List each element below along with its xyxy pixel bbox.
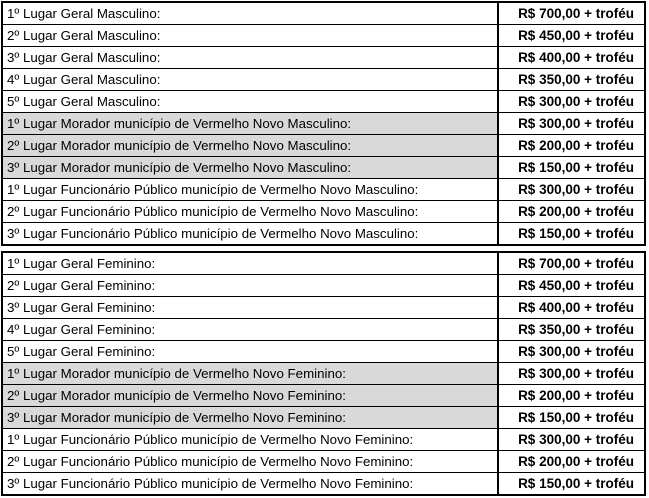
table-row	[3, 113, 644, 135]
table-row	[3, 223, 644, 245]
placement-label: 1º Lugar Geral Masculino:	[3, 3, 499, 24]
table-row	[3, 157, 644, 179]
placement-label: 3º Lugar Funcionário Público município de Vermelho Novo Feminino:	[3, 473, 499, 495]
table-row	[3, 3, 644, 25]
prize-value: R$ 350,00 + troféu	[518, 72, 634, 87]
table-row	[3, 253, 644, 275]
prize-value: R$ 700,00 + troféu	[518, 256, 634, 271]
prize-table-masculino	[1, 1, 646, 246]
prize-value: R$ 400,00 + troféu	[518, 300, 634, 315]
prize-value: R$ 300,00 + troféu	[518, 344, 634, 359]
table-row	[3, 275, 644, 297]
placement-label: 3º Lugar Geral Feminino:	[3, 297, 499, 318]
table-row	[3, 297, 644, 319]
prize-value: R$ 200,00 + troféu	[518, 204, 634, 219]
prize-value: R$ 300,00 + troféu	[518, 432, 634, 447]
prize-value: R$ 300,00 + troféu	[518, 366, 634, 381]
placement-label: 1º Lugar Funcionário Público município de Vermelho Novo Masculino:	[3, 179, 499, 200]
prize-table-feminino	[1, 251, 646, 496]
prize-value: R$ 300,00 + troféu	[518, 116, 634, 131]
table-row	[3, 473, 644, 495]
placement-label: 3º Lugar Geral Masculino:	[3, 47, 499, 68]
placement-label: 2º Lugar Geral Feminino:	[3, 275, 499, 296]
table-row	[3, 451, 644, 473]
table-row	[3, 91, 644, 113]
table-row	[3, 385, 644, 407]
table-row	[3, 69, 644, 91]
placement-label: 4º Lugar Geral Masculino:	[3, 69, 499, 90]
placement-label: 1º Lugar Funcionário Público município de Vermelho Novo Feminino:	[3, 429, 499, 450]
prize-value: R$ 200,00 + troféu	[518, 138, 634, 153]
table-row	[3, 341, 644, 363]
placement-label: 2º Lugar Morador município de Vermelho Novo Feminino:	[3, 385, 499, 406]
table-row	[3, 179, 644, 201]
placement-label: 3º Lugar Morador município de Vermelho Novo Masculino:	[3, 157, 499, 178]
prize-value: R$ 350,00 + troféu	[518, 322, 634, 337]
table-row	[3, 319, 644, 341]
placement-label: 2º Lugar Funcionário Público município de Vermelho Novo Feminino:	[3, 451, 499, 472]
prize-value: R$ 400,00 + troféu	[518, 50, 634, 65]
placement-label: 2º Lugar Funcionário Público município de Vermelho Novo Masculino:	[3, 201, 499, 222]
table-row	[3, 25, 644, 47]
placement-label: 5º Lugar Geral Feminino:	[3, 341, 499, 362]
placement-label: 3º Lugar Morador município de Vermelho Novo Feminino:	[3, 407, 499, 428]
prize-value: R$ 150,00 + troféu	[518, 226, 634, 241]
table-row	[3, 47, 644, 69]
prize-value: R$ 150,00 + troféu	[518, 410, 634, 425]
prize-value: R$ 150,00 + troféu	[518, 160, 634, 175]
prize-value: R$ 450,00 + troféu	[518, 278, 634, 293]
prize-value: R$ 200,00 + troféu	[518, 454, 634, 469]
prize-value: R$ 300,00 + troféu	[518, 94, 634, 109]
prize-value: R$ 300,00 + troféu	[518, 182, 634, 197]
table-row	[3, 429, 644, 451]
prize-value: R$ 700,00 + troféu	[518, 6, 634, 21]
placement-label: 2º Lugar Geral Masculino:	[3, 25, 499, 46]
prize-value: R$ 150,00 + troféu	[518, 476, 634, 491]
placement-label: 3º Lugar Funcionário Público município de Vermelho Novo Masculino:	[3, 223, 499, 245]
table-row	[3, 363, 644, 385]
table-row	[3, 407, 644, 429]
placement-label: 1º Lugar Morador município de Vermelho Novo Feminino:	[3, 363, 499, 384]
table-row	[3, 201, 644, 223]
placement-label: 4º Lugar Geral Feminino:	[3, 319, 499, 340]
placement-label: 1º Lugar Geral Feminino:	[3, 253, 499, 274]
prize-value: R$ 200,00 + troféu	[518, 388, 634, 403]
table-row	[3, 135, 644, 157]
placement-label: 5º Lugar Geral Masculino:	[3, 91, 499, 112]
placement-label: 1º Lugar Morador município de Vermelho Novo Masculino:	[3, 113, 499, 134]
placement-label: 2º Lugar Morador município de Vermelho Novo Masculino:	[3, 135, 499, 156]
prize-value: R$ 450,00 + troféu	[518, 28, 634, 43]
